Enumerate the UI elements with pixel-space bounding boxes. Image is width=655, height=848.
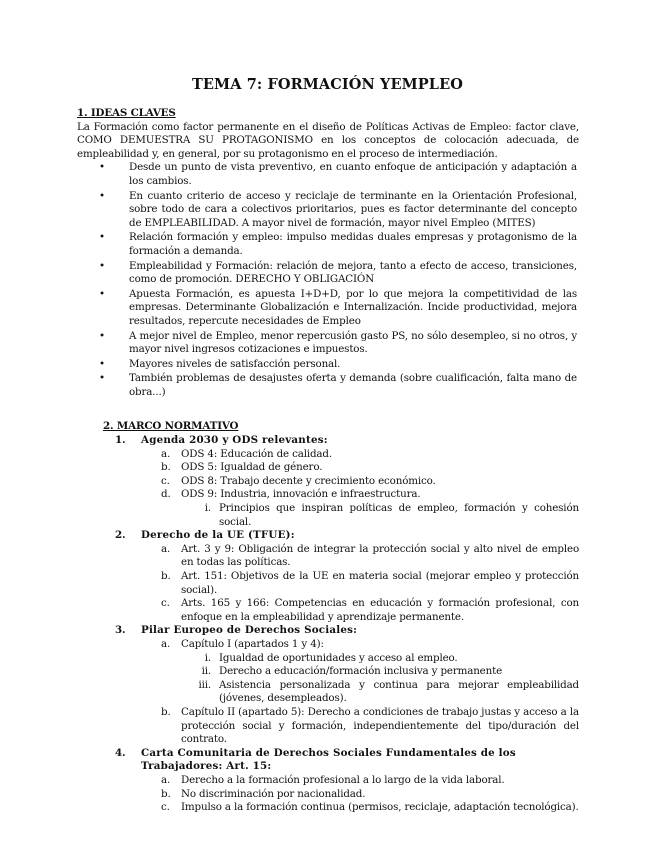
marco-item: [103, 624, 579, 746]
marco-subsubitem-text: Asistencia personalizada y continua para mejorar empleabilidad (jóvenes, desempleados).: [219, 678, 579, 705]
marco-item-number: 2.: [115, 529, 126, 542]
marco-subitem-letter: c.: [161, 597, 170, 610]
marco-subsublist: [181, 652, 579, 706]
bullet-item: [99, 330, 577, 357]
marco-subitem-text: Derecho a la formación profesional a lo largo de la vida laboral.: [181, 773, 505, 786]
bullet-text: Apuesta Formación, es apuesta I+D+D, por lo que mejora la competitividad de las empresas. Determinante Globalización e Internalización. Incide productividad, mejora resultados, repercute necesidades de Empleo: [129, 287, 577, 327]
bullet-dot-icon: •: [99, 329, 105, 342]
page-title: TEMA 7: FORMACIÓN YEMPLEO: [192, 76, 463, 93]
bullet-text: En cuanto criterio de acceso y reciclaje de terminante en la Orientación Profesional, sobre todo de cara a colectivos prioritarios, pues es factor determinante del concepto de EMPLEABILIDAD. A mayor nivel de formación, mayor nivel Empleo (MITES): [129, 189, 577, 229]
marco-subsubitem-text: Igualdad de oportunidades y acceso al empleo.: [219, 651, 458, 664]
marco-subsubitem-text: Derecho a educación/formación inclusiva y permanente: [219, 665, 503, 678]
bullet-item: [99, 231, 577, 258]
marco-subsubitem: [181, 502, 579, 529]
intro-paragraph: La Formación como factor permanente en el diseño de Políticas Activas de Empleo: factor clave, COMO DEMUESTRA SU PROTAGONISMO en los conceptos de colocación adecuada, de empleabilidad y, en general, por su protagonismo en el proceso de intermediación.: [77, 120, 579, 160]
bullet-item: [99, 190, 577, 231]
marco-item-title: Derecho de la UE (TFUE):: [141, 529, 295, 542]
marco-subitem: [161, 801, 579, 815]
marco-subitem-letter: c.: [161, 801, 170, 814]
marco-normativo-list: [77, 434, 579, 815]
bullet-item: [99, 260, 577, 287]
marco-sublist: [141, 638, 579, 747]
bullet-item: [99, 161, 577, 188]
marco-subitem: [161, 597, 579, 624]
marco-subitem-letter: a.: [161, 447, 171, 460]
bullet-dot-icon: •: [99, 231, 105, 244]
bullet-text: Relación formación y empleo: impulso medidas duales empresas y protagonismo de la formación a demanda.: [129, 231, 577, 257]
marco-subitem: [161, 706, 579, 747]
marco-subitem-letter: a.: [161, 637, 171, 650]
marco-subitem-letter: b.: [161, 787, 171, 800]
marco-subitem-text: Art. 151: Objetivos de la UE en materia social (mejorar empleo y protección social).: [181, 570, 579, 596]
marco-item: [103, 434, 579, 529]
marco-sublist: [141, 543, 579, 625]
marco-subitem: [161, 570, 579, 597]
marco-subsubitem: [181, 665, 579, 679]
bullet-text: Desde un punto de vista preventivo, en cuanto enfoque de anticipación y adaptación a los cambios.: [129, 161, 577, 187]
marco-item-number: 3.: [115, 624, 126, 637]
marco-subitem: [161, 788, 579, 802]
marco-subitem-text: No discriminación por nacionalidad.: [181, 787, 366, 800]
marco-subitem: [161, 543, 579, 570]
marco-item-number: 1.: [115, 434, 126, 447]
marco-subitem-letter: a.: [161, 542, 171, 555]
marco-subitem-letter: b.: [161, 461, 171, 474]
bullet-item: [99, 288, 577, 329]
marco-subitem-text: Art. 3 y 9: Obligación de integrar la protección social y alto nivel de empleo en todas las políticas.: [181, 542, 579, 569]
bullet-text: Mayores niveles de satisfacción personal.: [129, 357, 341, 370]
marco-subitem: [161, 475, 579, 489]
bullet-item: [99, 358, 577, 372]
marco-subitem-text: ODS 9: Industria, innovación e infraestructura.: [181, 488, 421, 501]
bullet-text: Empleabilidad y Formación: relación de mejora, tanto a efecto de acceso, transiciones, como de promoción. DERECHO Y OBLIGACIÓN: [129, 259, 577, 286]
marco-item-title: Carta Comunitaria de Derechos Sociales Fundamentales de los Trabajadores: Art. 15:: [141, 746, 516, 773]
section-heading-ideas-claves: 1. IDEAS CLAVES: [77, 107, 176, 119]
bullet-dot-icon: •: [99, 287, 105, 300]
marco-subsublist: [181, 502, 579, 529]
bullet-dot-icon: •: [99, 259, 105, 272]
marco-subitem-letter: b.: [161, 705, 171, 718]
marco-subitem-text: Impulso a la formación continua (permisos, reciclaje, adaptación tecnológica).: [181, 801, 579, 814]
marco-subsubitem: [181, 679, 579, 706]
marco-sublist: [141, 448, 579, 530]
bullet-dot-icon: •: [99, 357, 105, 370]
marco-subitem-letter: a.: [161, 773, 171, 786]
marco-subitem-text: ODS 8: Trabajo decente y crecimiento económico.: [181, 474, 436, 487]
marco-item-title: Pilar Europeo de Derechos Sociales:: [141, 624, 358, 637]
bullet-dot-icon: •: [99, 189, 105, 202]
document-body: [77, 107, 579, 815]
marco-subitem-text: Capítulo II (apartado 5): Derecho a condiciones de trabajo justas y acceso a la protección social y formación, independientemente del tipo/duración del contrato.: [181, 705, 579, 746]
marco-subsubitem-numeral: i.: [204, 502, 211, 515]
bullet-text: A mejor nivel de Empleo, menor repercusión gasto PS, no sólo desempleo, si no otros, y mayor nivel ingresos cotizaciones e impuestos.: [129, 329, 577, 356]
marco-subitem: [161, 448, 579, 462]
bullet-dot-icon: •: [99, 161, 105, 174]
marco-subitem: [161, 638, 579, 706]
marco-subitem-text: Capítulo I (apartados 1 y 4):: [181, 637, 324, 650]
marco-item-number: 4.: [115, 746, 126, 759]
marco-subitem: [161, 488, 579, 529]
marco-subitem: [161, 774, 579, 788]
marco-subsubitem-numeral: i.: [204, 651, 211, 664]
bullet-dot-icon: •: [99, 372, 105, 385]
marco-subitem-letter: c.: [161, 474, 170, 487]
ideas-bullet-list: [77, 161, 579, 399]
marco-item-title: Agenda 2030 y ODS relevantes:: [141, 434, 328, 447]
marco-subitem-text: Arts. 165 y 166: Competencias en educación y formación profesional, con enfoque en la empleabilidad y aprendizaje permanente.: [181, 597, 579, 623]
marco-subsubitem-numeral: iii.: [198, 678, 211, 691]
marco-sublist: [141, 774, 579, 815]
marco-subitem-letter: d.: [161, 488, 171, 501]
marco-item: [103, 529, 579, 624]
marco-subitem-text: ODS 4: Educación de calidad.: [181, 447, 332, 460]
marco-item: [103, 747, 579, 815]
section-heading-marco-normativo: 2. MARCO NORMATIVO: [103, 420, 239, 433]
marco-subitem: [161, 461, 579, 475]
marco-subsubitem-numeral: ii.: [201, 665, 211, 678]
marco-subitem-letter: b.: [161, 570, 171, 582]
marco-subsubitem: [181, 652, 579, 666]
marco-subitem-text: ODS 5: Igualdad de género.: [181, 461, 323, 474]
marco-subsubitem-text: Principios que inspiran políticas de empleo, formación y cohesión social.: [219, 502, 579, 528]
bullet-item: [99, 372, 577, 399]
bullet-text: También problemas de desajustes oferta y demanda (sobre cualificación, falta mano de obra...): [129, 372, 577, 398]
